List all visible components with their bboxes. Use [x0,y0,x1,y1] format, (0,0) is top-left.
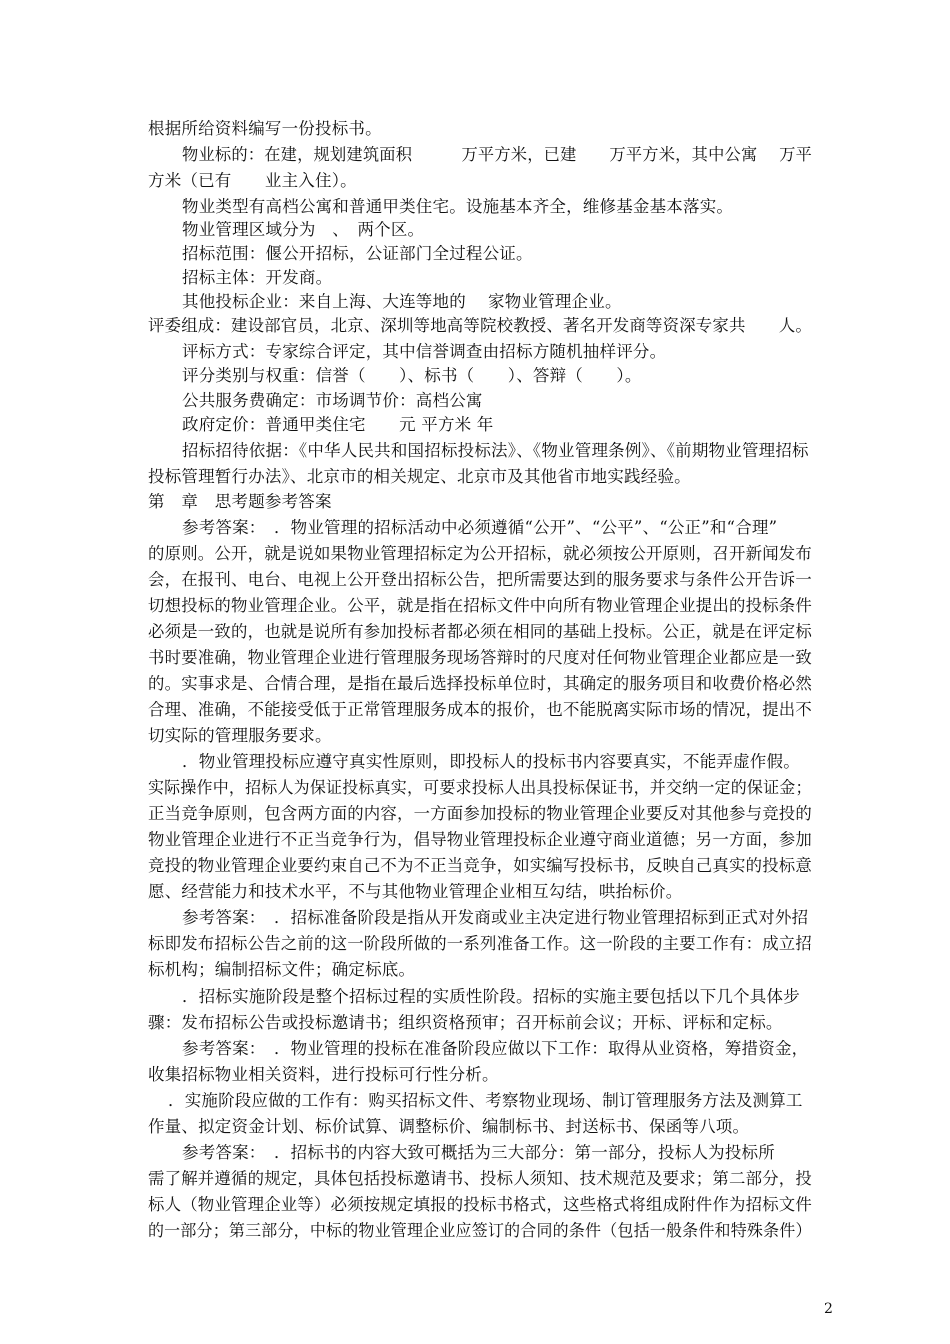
text-line: 愿、经营能力和技术水平，不与其他物业管理企业相互勾结，哄抬标价。 [148,882,683,901]
text-line: 会，在报刊、电台、电视上公开登出招标公告，把所需要达到的服务要求与条件公开告诉一 [148,570,812,589]
text-line: 公共服务费确定：市场调节价：高档公寓 [182,391,483,410]
text-line: 的。实事求是、合情合理，是指在最后选择投标单位时，其确定的服务项目和收费价格必然 [148,674,812,693]
text-line: 标机构；编制招标文件；确定标底。 [148,960,416,979]
text-line: 需了解并遵循的规定，具体包括投标邀请书、投标人须知、技术规范及要求；第二部分，投 [148,1169,812,1188]
text-line: 书时要准确，物业管理企业进行管理服务现场答辩时的尺度对任何物业管理企业都应是一致 [148,648,812,667]
section-heading: 第 章 思考题参考答案 [148,492,332,511]
text-line: 评分类别与权重：信誉（ ）、标书（ ）、答辩（ ）。 [182,366,642,385]
text-line: 招标范围：偃公开招标，公证部门全过程公证。 [182,244,533,263]
text-line: 物业类型有高档公寓和普通甲类住宅。设施基本齐全，维修基金基本落实。 [182,197,734,216]
text-line: 竞投的物业管理企业要约束自己不为不正当竞争，如实编写投标书，反映自己真实的投标意 [148,856,812,875]
text-line: 作量、拟定资金计划、标价试算、调整标价、编制标书、封送标书、保函等八项。 [148,1117,750,1136]
text-line: 收集招标物业相关资料，进行投标可行性分析。 [148,1065,499,1084]
text-line: 投标管理暂行办法》、北京市的相关规定、北京市及其他省市地实践经验。 [148,467,691,486]
text-line: 物业管理企业进行不正当竞争行为，倡导物业管理投标企业遵守商业道德；另一方面，参加 [148,830,812,849]
text-line: 参考答案： ．物业管理的投标在准备阶段应做以下工作：取得从业资格，筹措资金， [182,1039,809,1058]
text-line: ．物业管理投标应遵守真实性原则，即投标人的投标书内容要真实，不能弄虚作假。 [182,752,800,771]
text-line: 必须是一致的，也就是说所有参加投标者都必须在相同的基础上投标。公正，就是在评定标 [148,622,812,641]
text-line: 根据所给资料编写一份投标书。 [148,119,382,138]
text-line: 的一部分；第三部分，中标的物业管理企业应签订的合同的条件（包括一般条件和特殊条件） [148,1221,812,1240]
text-line: 骤：发布招标公告或投标邀请书；组织资格预审；召开标前会议；开标、评标和定标。 [148,1013,783,1032]
text-line: 物业管理区域分为 、 两个区。 [182,220,425,239]
text-line: 评标方式：专家综合评定，其中信誉调查由招标方随机抽样评分。 [182,342,667,361]
text-line: 参考答案： ．招标准备阶段是指从开发商或业主决定进行物业管理招标到正式对外招 [182,908,809,927]
text-line: 实际操作中，招标人为保证投标真实，可要求投标人出具投标保证书，并交纳一定的保证金； [148,778,812,797]
text-line: 的原则。公开，就是说如果物业管理招标定为公开招标，就必须按公开原则，召开新闻发布 [148,544,812,563]
text-line: 评委组成：建设部官员，北京、深圳等地高等院校教授、著名开发商等资深专家共 人。 [148,316,812,335]
text-line: 物业标的：在建，规划建筑面积 万平方米，已建 万平方米，其中公寓 万平 [182,145,813,164]
text-line: 方米（已有 业主入住）。 [148,171,357,190]
text-line: 标人（物业管理企业等）必须按规定填报的投标书格式，这些格式将组成附件作为招标文件 [148,1195,812,1214]
page-number: 2 [824,1301,833,1317]
text-line: 切想投标的物业管理企业。公平，就是指在招标文件中向所有物业管理企业提出的投标条件 [148,596,812,615]
text-line: 合理、准确，不能接受低于正常管理服务成本的报价，也不能脱离实际市场的情况，提出不 [148,700,812,719]
text-line: ．招标实施阶段是整个招标过程的实质性阶段。招标的实施主要包括以下几个具体步 [182,987,800,1006]
text-line: 参考答案： ．物业管理的招标活动中必须遵循“公开”、“公平”、“公正”和“合理” [182,518,778,537]
text-line: ．实施阶段应做的工作有：购买招标文件、考察物业现场、制订管理服务方法及测算工 [168,1091,803,1110]
text-line: 切实际的管理服务要求。 [148,726,332,745]
text-line: 参考答案： ．招标书的内容大致可概括为三大部分：第一部分，投标人为投标所 [182,1143,775,1162]
text-line: 正当竞争原则，包含两方面的内容，一方面参加投标的物业管理企业要反对其他参与竞投的 [148,804,812,823]
text-line: 其他投标企业：来自上海、大连等地的 家物业管理企业。 [182,292,622,311]
text-line: 招标招待依据：《中华人民共和国招标投标法》、《物业管理条例》、《前期物业管理招标 [182,441,809,460]
text-line: 政府定价：普通甲类住宅 元 平方米 年 [182,415,494,434]
text-line: 标即发布招标公告之前的这一阶段所做的一系列准备工作。这一阶段的主要工作有：成立招 [148,934,812,953]
text-line: 招标主体：开发商。 [182,268,333,287]
